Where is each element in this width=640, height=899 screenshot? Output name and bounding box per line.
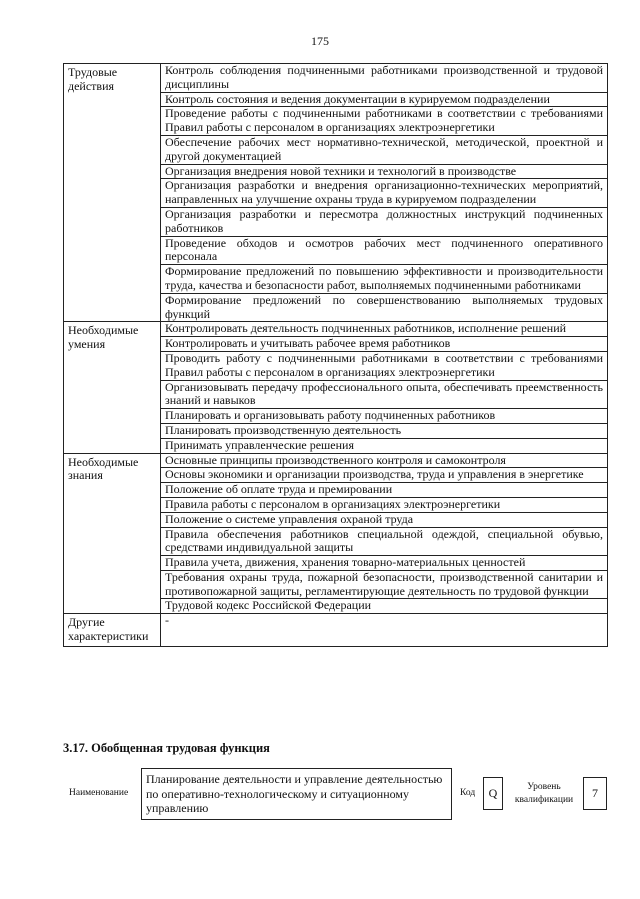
item-cell: Формирование предложений по совершенствованию выполняемых трудовых функций [161, 293, 608, 322]
level-label: Уровень квалификации [514, 782, 574, 805]
item-cell: Положение о системе управления охраной труда [161, 512, 608, 527]
table-row [64, 453, 608, 468]
category-cell: Необходимые умения [64, 322, 161, 453]
item-cell: Требования охраны труда, пожарной безопасности, производственной санитарии и противопожарной защиты, регламентирующие деятельность по трудовой функции [161, 570, 608, 599]
item-cell: Проводить работу с подчиненными работниками в соответствии с требованиями Правил работы с персоналом в организациях электроэнергетики [161, 351, 608, 380]
table-row [64, 322, 608, 337]
item-cell: Формирование предложений по повышению эффективности и производительности труда, качества и безопасности работ, выполняемых подчиненными работниками [161, 265, 608, 294]
item-cell: Проведение обходов и осмотров рабочих мест подчиненного оперативного персонала [161, 236, 608, 265]
item-cell: Положение об оплате труда и премировании [161, 483, 608, 498]
labor-function-table [63, 63, 608, 647]
page-number: 175 [311, 34, 329, 48]
item-cell: Планировать производственную деятельность [161, 423, 608, 438]
item-cell: Основные принципы производственного контроля и самоконтроля [161, 453, 608, 468]
category-cell: Трудовые действия [64, 64, 161, 322]
item-cell: Контролировать деятельность подчиненных работников, исполнение решений [161, 322, 608, 337]
code-label: Код [460, 788, 476, 798]
item-cell: Организация разработки и пересмотра должностных инструкций подчиненных работников [161, 207, 608, 236]
item-cell: Планировать и организовывать работу подчиненных работников [161, 409, 608, 424]
code-value: Q [483, 777, 503, 810]
table-row [64, 614, 608, 647]
table-row [64, 64, 608, 93]
item-cell: Организация разработки и внедрения организационно-технических мероприятий, направленных на улучшение охраны труда в курируемом подразделении [161, 179, 608, 208]
item-cell: Трудовой кодекс Российской Федерации [161, 599, 608, 614]
section-title: 3.17. Обобщенная трудовая функция [63, 741, 270, 755]
category-cell: Необходимые знания [64, 453, 161, 614]
item-cell: Правила учета, движения, хранения товарно-материальных ценностей [161, 556, 608, 571]
category-cell: Другие характеристики [64, 614, 161, 647]
name-label: Наименование [69, 788, 129, 798]
table-body [64, 64, 608, 647]
level-value: 7 [583, 777, 607, 810]
name-value: Планирование деятельности и управление деятельностью по оперативно-технологическому и ситуационному управлению [141, 768, 452, 820]
item-cell: Правила обеспечения работников специальной одеждой, специальной обувью, средствами индивидуальной защиты [161, 527, 608, 556]
item-cell: - [161, 614, 608, 647]
item-cell: Правила работы с персоналом в организациях электроэнергетики [161, 497, 608, 512]
item-cell: Контроль состояния и ведения документации в курируемом подразделении [161, 92, 608, 107]
item-cell: Контролировать и учитывать рабочее время работников [161, 337, 608, 352]
item-cell: Обеспечение рабочих мест нормативно-технической, методической, проектной и другой документацией [161, 135, 608, 164]
general-function-block [63, 768, 608, 822]
item-cell: Проведение работы с подчиненными работниками в соответствии с требованиями Правил работы с персоналом в организациях электроэнергетики [161, 107, 608, 136]
item-cell: Организация внедрения новой техники и технологий в производстве [161, 164, 608, 179]
item-cell: Контроль соблюдения подчиненными работниками производственной и трудовой дисциплины [161, 64, 608, 93]
item-cell: Принимать управленческие решения [161, 438, 608, 453]
item-cell: Организовывать передачу профессионального опыта, обеспечивать преемственность знаний и навыков [161, 380, 608, 409]
item-cell: Основы экономики и организации производства, труда и управления в энергетике [161, 468, 608, 483]
